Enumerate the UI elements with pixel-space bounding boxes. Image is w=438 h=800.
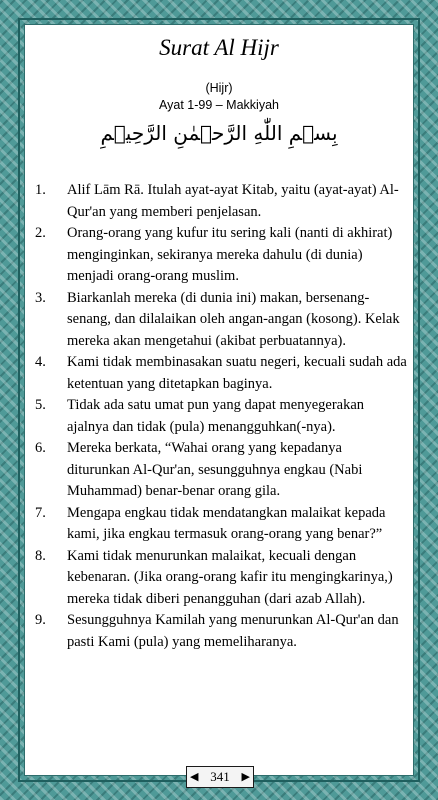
- verse-number: 8.: [35, 547, 46, 564]
- surah-subtitle: (Hijr): [205, 81, 233, 95]
- page-number: 341: [210, 769, 230, 784]
- verse-item: [35, 610, 407, 653]
- page-content[interactable]: [24, 24, 414, 776]
- verse-item: [35, 180, 407, 223]
- verse-text: Mereka berkata, “Wahai orang yang kepadanya diturunkan Al-Qur'an, sesungguhnya engkau (Nabi Muhammad) benar-benar orang gila.: [67, 440, 363, 499]
- verse-text: Kami tidak menurunkan malaikat, kecuali dengan kebenaran. (Jika orang-orang kafir itu mengingkarinya,) mereka tidak diberi penangguhan (dari azab Allah).: [67, 547, 393, 607]
- surah-info: Ayat 1-99 – Makkiyah: [159, 98, 279, 112]
- basmala: بِسۡمِ اللّٰهِ الرَّحۡمٰنِ الرَّحِيۡمِ: [100, 121, 338, 145]
- verse-text: Sesungguhnya Kamilah yang menurunkan Al-Qur'an dan pasti Kami (pula) yang memeliharanya.: [67, 612, 399, 650]
- verse-number: 5.: [35, 397, 46, 413]
- verse-item: [35, 288, 407, 353]
- verse-text: Biarkanlah mereka (di dunia ini) makan, bersenang-senang, dan dilalaikan oleh angan-angan (kosong). Kelak mereka akan mengetahui (akibat perbuatannya).: [67, 289, 400, 349]
- verse-text: Kami tidak membinasakan suatu negeri, kecuali sudah ada ketentuan yang ditetapkan baginya.: [67, 354, 407, 392]
- triangle-right-icon[interactable]: ▶: [241, 770, 250, 783]
- verse-item: [35, 503, 407, 546]
- page-navigator: [186, 766, 254, 788]
- verse-number: 9.: [35, 612, 46, 628]
- verse-number: 3.: [35, 289, 46, 306]
- verse-number: 2.: [35, 225, 46, 241]
- verse-item: [35, 223, 407, 288]
- surah-title: Surat Al Hijr: [159, 35, 279, 60]
- verse-text: Orang-orang yang kufur itu sering kali (nanti di akhirat) menginginkan, sekiranya mereka dahulu (di dunia) menjadi orang-orang muslim.: [67, 225, 393, 284]
- triangle-left-icon[interactable]: ◀: [190, 770, 199, 783]
- verse-list: [35, 180, 407, 653]
- verse-number: 7.: [35, 504, 46, 521]
- verse-text: Alif Lām Rā. Itulah ayat-ayat Kitab, yaitu (ayat-ayat) Al-Qur'an yang memberi penjelasan.: [67, 182, 399, 220]
- verse-item: [35, 395, 407, 438]
- verse-text: Tidak ada satu umat pun yang dapat menyegerakan ajalnya dan tidak (pula) menangguhkan(-nya).: [67, 397, 365, 435]
- verse-number: 4.: [35, 354, 46, 370]
- verse-number: 1.: [35, 182, 46, 198]
- verse-item: [35, 438, 407, 503]
- verse-number: 6.: [35, 440, 46, 456]
- verse-text: Mengapa engkau tidak mendatangkan malaikat kepada kami, jika engkau termasuk orang-orang yang benar?”: [67, 504, 386, 542]
- verse-item: [35, 352, 407, 395]
- verse-item: [35, 546, 407, 611]
